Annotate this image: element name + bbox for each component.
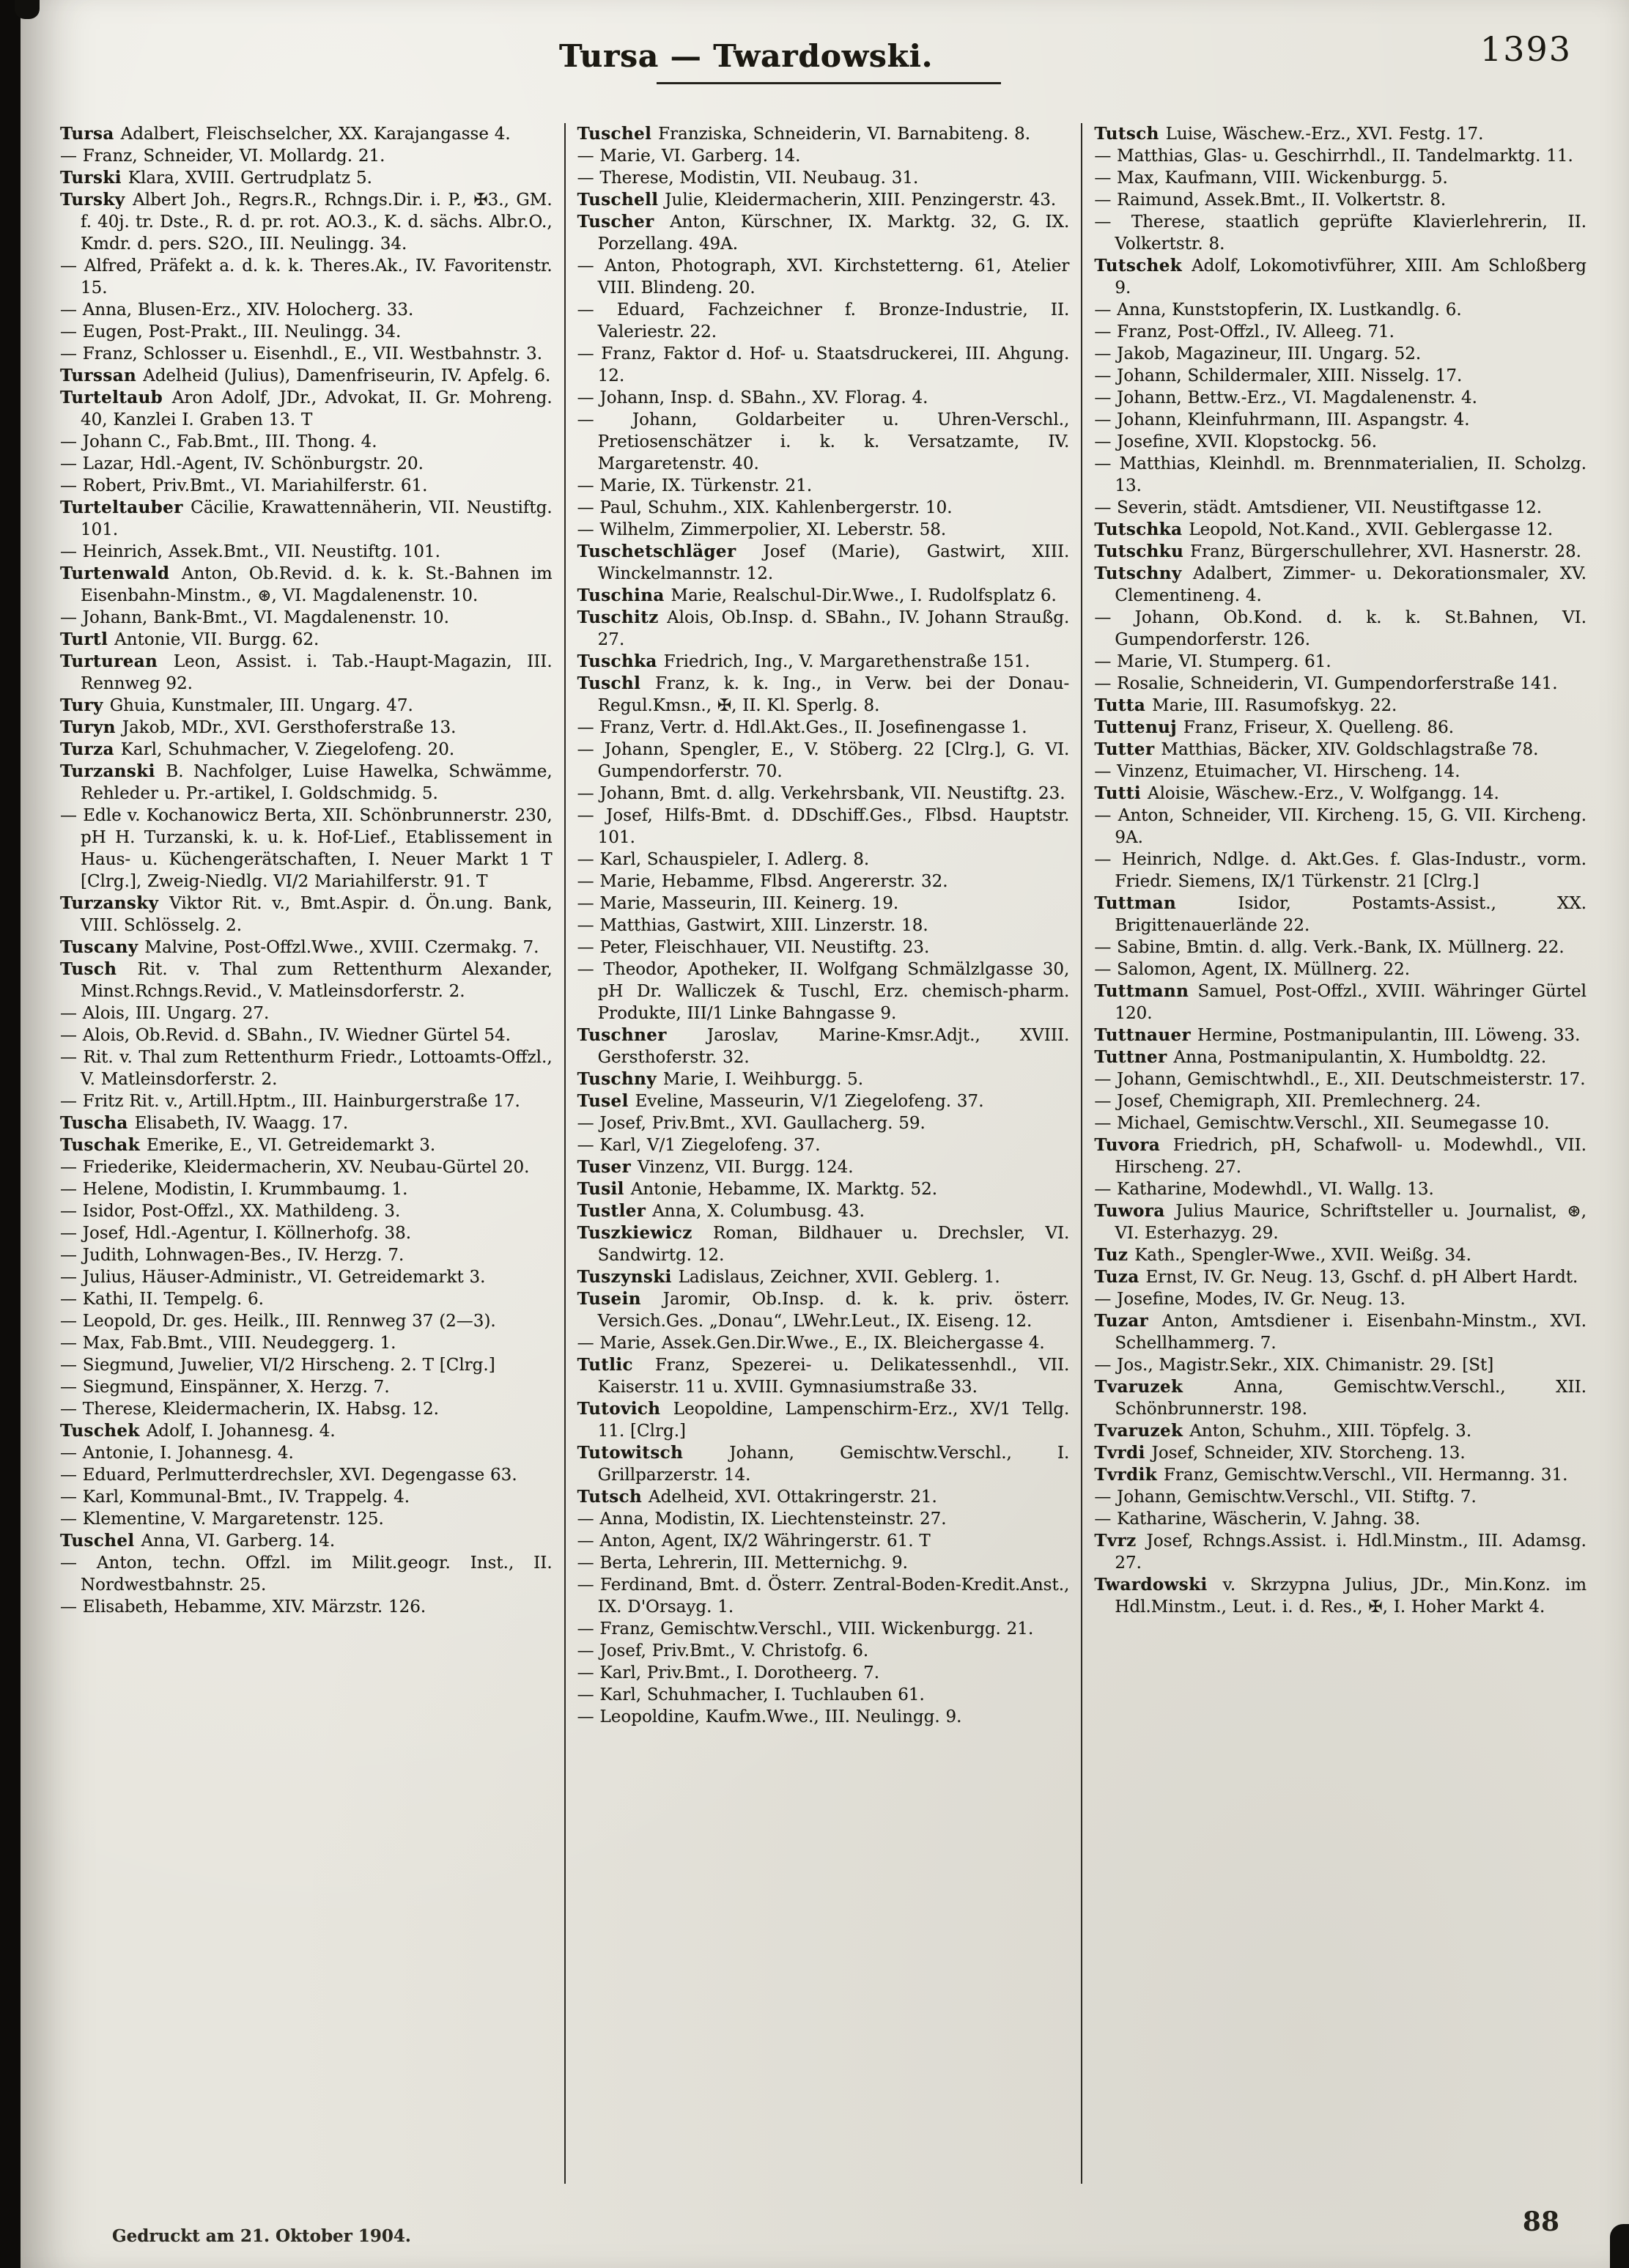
directory-page — [21, 0, 1629, 2268]
directory-entry: — Alfred, Präfekt a. d. k. k. Theres.Ak., IV. Favoritenstr. 15. — [60, 256, 553, 298]
entry-surname: Twardowski — [1094, 1575, 1223, 1595]
directory-entry: Tuschitz Alois, Ob.Insp. d. SBahn., IV. Johann Straußg. 27. — [577, 607, 1070, 649]
entry-surname: Tuz — [1094, 1245, 1135, 1265]
directory-entry: — Heinrich, Assek.Bmt., VII. Neustiftg. 101. — [60, 542, 440, 561]
directory-entry: — Johann, Gemischtwhdl., E., XII. Deutschmeisterstr. 17. — [1094, 1070, 1586, 1089]
directory-columns — [48, 123, 1598, 2184]
entry-surname: Tutschku — [1094, 542, 1191, 561]
directory-entry: — Lazar, Hdl.-Agent, IV. Schönburgstr. 20. — [60, 454, 424, 473]
entry-surname: Turzansky — [60, 893, 170, 913]
entry-surname: Tuschina — [577, 586, 671, 605]
entry-surname: Tutti — [1094, 783, 1148, 803]
directory-entry: — Franz, Faktor d. Hof- u. Staatsdruckerei, III. Ahgung. 12. — [577, 344, 1070, 385]
directory-entry: Tuttmann Samuel, Post-Offzl., XVIII. Währinger Gürtel 120. — [1094, 981, 1587, 1023]
directory-entry: Tuschina Marie, Realschul-Dir.Wwe., I. Rudolfsplatz 6. — [577, 586, 1057, 605]
directory-entry: — Anna, Blusen-Erz., XIV. Holocherg. 33. — [60, 300, 414, 319]
directory-entry: Tusein Jaromir, Ob.Insp. d. k. k. priv. österr. Versich.Ges. „Donau“, LWehr.Leut., IX. Eiseng. 12. — [577, 1289, 1070, 1331]
directory-entry: — Kathi, II. Tempelg. 6. — [60, 1290, 264, 1309]
directory-entry: — Josef, Hdl.-Agentur, I. Köllnerhofg. 38. — [60, 1224, 412, 1243]
title-rule — [657, 82, 1001, 84]
directory-entry: — Siegmund, Juwelier, VI/2 Hirscheng. 2. T [Clrg.] — [60, 1356, 495, 1375]
directory-entry: — Matthias, Glas- u. Geschirrhdl., II. Tandelmarktg. 11. — [1094, 147, 1573, 166]
directory-entry: Tuschner Jaroslav, Marine-Kmsr.Adjt., XVIII. Gersthoferstr. 32. — [577, 1025, 1070, 1067]
entry-surname: Tvrdi — [1094, 1443, 1152, 1463]
directory-entry: Turzansky Viktor Rit. v., Bmt.Aspir. d. Ön.ung. Bank, VIII. Schlösselg. 2. — [60, 893, 553, 935]
entry-surname: Tuwora — [1094, 1201, 1176, 1221]
entry-surname: Tutlic — [577, 1355, 655, 1375]
directory-entry: Turtenwald Anton, Ob.Revid. d. k. k. St.-Bahnen im Eisenbahn-Minstm., ⊛, VI. Magdalenenstr. 10. — [60, 564, 553, 605]
entry-surname: Tursa — [60, 124, 121, 144]
directory-entry: — Alois, Ob.Revid. d. SBahn., IV. Wiedner Gürtel 54. — [60, 1026, 511, 1045]
entry-surname: Tuvora — [1094, 1135, 1173, 1155]
directory-entry: — Therese, Kleidermacherin, IX. Habsg. 12. — [60, 1400, 439, 1419]
directory-entry: Turyn Jakob, MDr., XVI. Gersthoferstraße 13. — [60, 717, 457, 737]
directory-entry: Tuza Ernst, IV. Gr. Neug. 13, Gschf. d. pH Albert Hardt. — [1094, 1267, 1578, 1287]
directory-entry: Tuzar Anton, Amtsdiener i. Eisenbahn-Minstm., XVI. Schellhammerg. 7. — [1094, 1311, 1587, 1353]
directory-entry: — Ferdinand, Bmt. d. Österr. Zentral-Boden-Kredit.Anst., IX. D'Orsayg. 1. — [577, 1576, 1070, 1617]
entry-surname: Tuscher — [577, 212, 671, 232]
directory-entry: — Johann, Gemischtw.Verschl., VII. Stiftg. 7. — [1094, 1488, 1477, 1507]
directory-entry: Turssan Adelheid (Julius), Damenfriseurin, IV. Apfelg. 6. — [60, 366, 551, 385]
directory-column-1 — [48, 123, 564, 2184]
directory-entry: — Helene, Modistin, I. Krummbaumg. 1. — [60, 1180, 408, 1199]
directory-entry: — Johann C., Fab.Bmt., III. Thong. 4. — [60, 432, 377, 451]
directory-entry: Tvaruzek Anna, Gemischtw.Verschl., XII. Schönbrunnerstr. 198. — [1094, 1377, 1587, 1419]
directory-entry: — Max, Kaufmann, VIII. Wickenburgg. 5. — [1094, 169, 1448, 188]
directory-entry: Tvrdik Franz, Gemischtw.Verschl., VII. Hermanng. 31. — [1094, 1465, 1568, 1485]
directory-entry: — Therese, staatlich geprüfte Klavierlehrerin, II. Volkertstr. 8. — [1094, 213, 1587, 254]
entry-surname: Tuschak — [60, 1135, 147, 1155]
directory-entry: Tuscha Elisabeth, IV. Waagg. 17. — [60, 1113, 349, 1133]
entry-surname: Tuschel — [577, 124, 659, 144]
directory-entry: Tusil Antonie, Hebamme, IX. Marktg. 52. — [577, 1179, 938, 1199]
directory-entry: — Leopoldine, Kaufm.Wwe., III. Neulingg. 9. — [577, 1707, 962, 1726]
directory-entry: Tuser Vinzenz, VII. Burgg. 124. — [577, 1157, 854, 1177]
directory-entry: — Franz, Schlosser u. Eisenhdl., E., VII. Westbahnstr. 3. — [60, 344, 543, 363]
directory-entry: Tuschl Franz, k. k. Ing., in Verw. bei der Donau-Regul.Kmsn., ✠, II. Kl. Sperlg. 8. — [577, 673, 1070, 715]
directory-entry: — Marie, VI. Garberg. 14. — [577, 147, 801, 166]
directory-entry: — Josef, Hilfs-Bmt. d. DDschiff.Ges., Flbsd. Hauptstr. 101. — [577, 806, 1070, 847]
directory-entry: — Robert, Priv.Bmt., VI. Mariahilferstr. 61. — [60, 476, 428, 495]
directory-entry: — Anton, Schneider, VII. Kircheng. 15, G. VII. Kircheng. 9A. — [1094, 806, 1587, 847]
directory-entry: — Marie, Masseurin, III. Keinerg. 19. — [577, 894, 899, 913]
directory-entry: Turtl Antonie, VII. Burgg. 62. — [60, 629, 319, 649]
directory-entry: Tuschka Friedrich, Ing., V. Margarethenstraße 151. — [577, 651, 1030, 671]
directory-entry: — Klementine, V. Margaretenstr. 125. — [60, 1510, 384, 1529]
entry-surname: Turski — [60, 168, 128, 188]
directory-entry: Tutsch Luise, Wäschew.-Erz., XVI. Festg. 17. — [1094, 124, 1484, 144]
entry-surname: Tutovich — [577, 1399, 673, 1419]
directory-entry: Tutschny Adalbert, Zimmer- u. Dekorationsmaler, XV. Clementineng. 4. — [1094, 564, 1587, 605]
entry-surname: Turteltaub — [60, 388, 172, 407]
directory-entry: Tuschny Marie, I. Weihburgg. 5. — [577, 1069, 864, 1089]
entry-surname: Tusil — [577, 1179, 631, 1199]
entry-surname: Tuszkiewicz — [577, 1223, 714, 1243]
directory-entry: Tursky Albert Joh., Regrs.R., Rchngs.Dir. i. P., ✠3., GM. f. 40j. tr. Dste., R. d. pr. rot. AO.3., K. d. sächs. Albr.O., Kmdr. d. pers. S2O., III. Neulingg. 34. — [60, 190, 553, 254]
directory-column-2 — [564, 123, 1082, 2184]
directory-entry: — Josef, Priv.Bmt., V. Christofg. 6. — [577, 1641, 869, 1661]
directory-entry: — Johann, Bettw.-Erz., VI. Magdalenenstr. 4. — [1094, 388, 1477, 407]
directory-entry: Twardowski v. Skrzypna Julius, JDr., Min.Konz. im Hdl.Minstm., Leut. i. d. Res., ✠, I. Hoher Markt 4. — [1094, 1575, 1587, 1617]
directory-entry: Tutovich Leopoldine, Lampenschirm-Erz., XV/1 Tellg. 11. [Clrg.] — [577, 1399, 1070, 1441]
entry-surname: Tustler — [577, 1201, 653, 1221]
directory-entry: — Johann, Bank-Bmt., VI. Magdalenenstr. 10. — [60, 608, 449, 627]
directory-entry: Tuttnauer Hermine, Postmanipulantin, III. Löweng. 33. — [1094, 1025, 1581, 1045]
directory-entry: — Rit. v. Thal zum Rettenthurm Friedr., Lottoamts-Offzl., V. Matleinsdorferstr. 2. — [60, 1048, 553, 1089]
directory-entry: Tuschak Emerike, E., VI. Getreidemarkt 3. — [60, 1135, 436, 1155]
entry-surname: Tuttnauer — [1094, 1025, 1197, 1045]
directory-entry: — Johann, Insp. d. SBahn., XV. Florag. 4. — [577, 388, 928, 407]
entry-surname: Tvrdik — [1094, 1465, 1164, 1485]
directory-entry: — Karl, Priv.Bmt., I. Dorotheerg. 7. — [577, 1663, 880, 1682]
directory-entry: Tutowitsch Johann, Gemischtw.Verschl., I. Grillparzerstr. 14. — [577, 1443, 1070, 1485]
entry-surname: Tuttenuj — [1094, 717, 1183, 737]
directory-entry: Tustler Anna, X. Columbusg. 43. — [577, 1201, 865, 1221]
directory-entry: — Josef, Priv.Bmt., XVI. Gaullacherg. 59. — [577, 1114, 926, 1133]
entry-surname: Tuschka — [577, 651, 664, 671]
directory-entry: — Jakob, Magazineur, III. Ungarg. 52. — [1094, 344, 1422, 363]
directory-entry: — Leopold, Dr. ges. Heilk., III. Rennweg 37 (2—3). — [60, 1312, 496, 1331]
page-title: Tursa — Twardowski. — [558, 38, 934, 74]
entry-surname: Turza — [60, 739, 121, 759]
directory-entry: — Marie, Assek.Gen.Dir.Wwe., E., IX. Bleichergasse 4. — [577, 1334, 1045, 1353]
directory-entry: — Sabine, Bmtin. d. allg. Verk.-Bank, IX. Müllnerg. 22. — [1094, 938, 1565, 957]
entry-surname: Tuser — [577, 1157, 638, 1177]
directory-entry: Tuscany Malvine, Post-Offzl.Wwe., XVIII. Czermakg. 7. — [60, 937, 539, 957]
entry-surname: Tutschny — [1094, 564, 1194, 583]
entry-surname: Turturean — [60, 651, 174, 671]
directory-entry: Tuvora Friedrich, pH, Schafwoll- u. Modewhdl., VII. Hirscheng. 27. — [1094, 1135, 1586, 1177]
entry-surname: Tuschell — [577, 190, 665, 210]
entry-surname: Turyn — [60, 717, 122, 737]
directory-entry: — Heinrich, Ndlge. d. Akt.Ges. f. Glas-Industr., vorm. Friedr. Siemens, IX/1 Türkenstr. 21 [Clrg.] — [1094, 850, 1587, 891]
directory-entry: Tutti Aloisie, Wäschew.-Erz., V. Wolfgangg. 14. — [1094, 783, 1499, 803]
entry-surname: Tutsch — [577, 1487, 649, 1507]
entry-surname: Tuschl — [577, 673, 656, 693]
directory-entry: Tutschek Adolf, Lokomotivführer, XIII. Am Schloßberg 9. — [1094, 256, 1587, 298]
directory-entry: — Franz, Post-Offzl., IV. Alleeg. 71. — [1094, 322, 1395, 341]
entry-surname: Tutsch — [1094, 124, 1166, 144]
directory-entry: — Julius, Häuser-Administr., VI. Getreidemarkt 3. — [60, 1268, 486, 1287]
directory-entry: Turteltauber Cäcilie, Krawattennäherin, VII. Neustiftg. 101. — [60, 498, 553, 539]
directory-entry: — Antonie, I. Johannesg. 4. — [60, 1444, 294, 1463]
scan-blot-top-left — [15, 0, 40, 19]
directory-entry: — Karl, Schuhmacher, I. Tuchlauben 61. — [577, 1685, 925, 1704]
directory-entry: — Matthias, Gastwirt, XIII. Linzerstr. 18. — [577, 916, 928, 935]
entry-surname: Turtenwald — [60, 564, 182, 583]
directory-entry: — Vinzenz, Etuimacher, VI. Hirscheng. 14. — [1094, 762, 1460, 781]
directory-entry: — Theodor, Apotheker, II. Wolfgang Schmälzlgasse 30, pH Dr. Walliczek & Tuschl, Erz. chemisch-pharm. Produkte, III/1 Linke Bahngasse 9. — [577, 960, 1070, 1023]
directory-entry: — Salomon, Agent, IX. Müllnerg. 22. — [1094, 960, 1411, 979]
entry-surname: Tusch — [60, 959, 138, 979]
directory-entry: — Johann, Bmt. d. allg. Verkehrsbank, VII. Neustiftg. 23. — [577, 784, 1065, 803]
directory-entry: — Johann, Spengler, E., V. Stöberg. 22 [Clrg.], G. VI. Gumpendorferstr. 70. — [577, 740, 1070, 781]
directory-entry: Turzanski B. Nachfolger, Luise Hawelka, Schwämme, Rehleder u. Pr.-artikel, I. Goldschmidg. 5. — [60, 761, 553, 803]
directory-entry: — Berta, Lehrerin, III. Metternichg. 9. — [577, 1554, 908, 1573]
entry-surname: Tuzar — [1094, 1311, 1162, 1331]
directory-entry: Tvrdi Josef, Schneider, XIV. Storcheng. 13. — [1094, 1443, 1466, 1463]
directory-entry: Tursa Adalbert, Fleischselcher, XX. Karajangasse 4. — [60, 124, 511, 144]
directory-entry: — Katharine, Wäscherin, V. Jahng. 38. — [1094, 1510, 1421, 1529]
directory-entry: — Wilhelm, Zimmerpolier, XI. Leberstr. 58. — [577, 520, 947, 539]
entry-surname: Turzanski — [60, 761, 166, 781]
entry-surname: Tuttman — [1094, 893, 1238, 913]
directory-entry: Tusel Eveline, Masseurin, V/1 Ziegelofeng. 37. — [577, 1091, 984, 1111]
directory-entry: — Edle v. Kochanowicz Berta, XII. Schönbrunnerstr. 230, pH H. Turzanski, k. u. k. Hof-Lief., Etablissement in Haus- u. Küchengerätschaften, I. Neuer Markt 1 T [Clrg.], Zweig-Niedlg. VI/2 Mariahilferstr. 91. T — [60, 806, 553, 891]
entry-surname: Tuschetschläger — [577, 542, 764, 561]
directory-entry: — Severin, städt. Amtsdiener, VII. Neustiftgasse 12. — [1094, 498, 1543, 517]
scan-edge-left — [0, 0, 21, 2268]
entry-surname: Tutter — [1094, 739, 1161, 759]
directory-entry: — Alois, III. Ungarg. 27. — [60, 1004, 270, 1023]
directory-column-3 — [1081, 123, 1598, 2184]
directory-entry: — Franz, Schneider, VI. Mollardg. 21. — [60, 147, 385, 166]
directory-entry: — Franz, Vertr. d. Hdl.Akt.Ges., II. Josefinengasse 1. — [577, 718, 1027, 737]
directory-entry: — Karl, V/1 Ziegelofeng. 37. — [577, 1136, 821, 1155]
directory-entry: Turteltaub Aron Adolf, JDr., Advokat, II. Gr. Mohreng. 40, Kanzlei I. Graben 13. T — [60, 388, 553, 429]
entry-surname: Tuschny — [577, 1069, 663, 1089]
print-date-note: Gedruckt am 21. Oktober 1904. — [112, 2226, 411, 2246]
entry-surname: Turteltauber — [60, 498, 191, 517]
directory-entry: — Karl, Schauspieler, I. Adlerg. 8. — [577, 850, 870, 869]
entry-surname: Tvrz — [1094, 1531, 1147, 1551]
entry-surname: Tusein — [577, 1289, 663, 1309]
entry-surname: Tuschek — [60, 1421, 147, 1441]
directory-entry: — Peter, Fleischhauer, VII. Neustiftg. 23. — [577, 938, 930, 957]
page-number: 1393 — [1480, 29, 1572, 69]
entry-surname: Tuttner — [1094, 1047, 1174, 1067]
directory-entry: Tuttner Anna, Postmanipulantin, X. Humboldtg. 22. — [1094, 1047, 1547, 1067]
entry-surname: Turtl — [60, 629, 115, 649]
directory-entry: Turza Karl, Schuhmacher, V. Ziegelofeng. 20. — [60, 739, 455, 759]
directory-entry: Turturean Leon, Assist. i. Tab.-Haupt-Magazin, III. Rennweg 92. — [60, 651, 553, 693]
directory-entry: Tuschek Adolf, I. Johannesg. 4. — [60, 1421, 336, 1441]
directory-entry: Tuttman Isidor, Postamts-Assist., XX. Brigittenauerlände 22. — [1094, 893, 1587, 935]
directory-entry: — Eduard, Fachzeichner f. Bronze-Industrie, II. Valeriestr. 22. — [577, 300, 1070, 341]
directory-entry: Tury Ghuia, Kunstmaler, III. Ungarg. 47. — [60, 695, 413, 715]
directory-entry: Tutlic Franz, Spezerei- u. Delikatessenhdl., VII. Kaiserstr. 11 u. XVIII. Gymnasiumstraße 33. — [577, 1355, 1070, 1397]
directory-entry: — Jos., Magistr.Sekr., XIX. Chimanistr. 29. [St] — [1094, 1356, 1494, 1375]
directory-entry: — Isidor, Post-Offzl., XX. Mathildeng. 3. — [60, 1202, 401, 1221]
entry-surname: Tuszynski — [577, 1267, 679, 1287]
directory-entry: — Josef, Chemigraph, XII. Premlechnerg. 24. — [1094, 1092, 1481, 1111]
directory-entry: — Therese, Modistin, VII. Neubaug. 31. — [577, 169, 919, 188]
directory-entry: — Marie, IX. Türkenstr. 21. — [577, 476, 813, 495]
directory-entry: — Josefine, Modes, IV. Gr. Neug. 13. — [1094, 1290, 1405, 1309]
directory-entry: — Johann, Goldarbeiter u. Uhren-Verschl., Pretiosenschätzer i. k. k. Versatzamte, IV. Margaretenstr. 40. — [577, 410, 1070, 473]
directory-entry: — Anton, Agent, IX/2 Währingerstr. 61. T — [577, 1532, 931, 1551]
entry-surname: Tvaruzek — [1094, 1421, 1190, 1441]
directory-entry: — Anton, techn. Offzl. im Milit.geogr. Inst., II. Nordwestbahnstr. 25. — [60, 1554, 553, 1595]
directory-entry: — Eugen, Post-Prakt., III. Neulingg. 34. — [60, 322, 402, 341]
entry-surname: Tuscha — [60, 1113, 135, 1133]
directory-entry: — Fritz Rit. v., Artill.Hptm., III. Hainburgerstraße 17. — [60, 1092, 520, 1111]
entry-surname: Tuscany — [60, 937, 145, 957]
directory-entry: Tuwora Julius Maurice, Schriftsteller u. Journalist, ⊛, VI. Esterhazyg. 29. — [1094, 1201, 1587, 1243]
entry-surname: Tury — [60, 695, 110, 715]
directory-entry: Tutsch Adelheid, XVI. Ottakringerstr. 21. — [577, 1487, 937, 1507]
entry-surname: Tutschek — [1094, 256, 1192, 276]
directory-entry: Tuschell Julie, Kleidermacherin, XIII. Penzingerstr. 43. — [577, 190, 1057, 210]
directory-entry: Turski Klara, XVIII. Gertrudplatz 5. — [60, 168, 372, 188]
directory-entry: Tuz Kath., Spengler-Wwe., XVII. Weißg. 34. — [1094, 1245, 1471, 1265]
entry-surname: Tvaruzek — [1094, 1377, 1235, 1397]
directory-entry: — Marie, VI. Stumperg. 61. — [1094, 652, 1331, 671]
directory-entry: Tuschetschläger Josef (Marie), Gastwirt, XIII. Winckelmannstr. 12. — [577, 542, 1070, 583]
directory-entry: Tutschku Franz, Bürgerschullehrer, XVI. Hasnerstr. 28. — [1094, 542, 1581, 561]
directory-entry: — Johann, Ob.Kond. d. k. k. St.Bahnen, VI. Gumpendorferstr. 126. — [1094, 608, 1587, 649]
directory-entry: — Matthias, Kleinhdl. m. Brennmaterialien, II. Scholzg. 13. — [1094, 454, 1587, 495]
directory-entry: Tuscher Anton, Kürschner, IX. Marktg. 32, G. IX. Porzellang. 49A. — [577, 212, 1070, 254]
directory-entry: Tuschel Anna, VI. Garberg. 14. — [60, 1531, 336, 1551]
directory-entry: — Marie, Hebamme, Flbsd. Angererstr. 32. — [577, 872, 948, 891]
directory-entry: — Johann, Schildermaler, XIII. Nisselg. 17. — [1094, 366, 1463, 385]
directory-entry: — Franz, Gemischtw.Verschl., VIII. Wickenburgg. 21. — [577, 1619, 1034, 1639]
entry-surname: Turssan — [60, 366, 144, 385]
directory-entry: — Michael, Gemischtw.Verschl., XII. Seumegasse 10. — [1094, 1114, 1550, 1133]
directory-entry: Tuttenuj Franz, Friseur, X. Quelleng. 86. — [1094, 717, 1455, 737]
directory-entry: — Eduard, Perlmutterdrechsler, XVI. Degengasse 63. — [60, 1466, 517, 1485]
directory-entry: — Raimund, Assek.Bmt., II. Volkertstr. 8. — [1094, 191, 1447, 210]
directory-entry: Tuszkiewicz Roman, Bildhauer u. Drechsler, VI. Sandwirtg. 12. — [577, 1223, 1070, 1265]
entry-surname: Tursky — [60, 190, 133, 210]
directory-entry: — Anton, Photograph, XVI. Kirchstetterng. 61, Atelier VIII. Blindeng. 20. — [577, 256, 1070, 298]
entry-surname: Tutowitsch — [577, 1443, 730, 1463]
directory-entry: Tutter Matthias, Bäcker, XIV. Goldschlagstraße 78. — [1094, 739, 1539, 759]
directory-entry: — Katharine, Modewhdl., VI. Wallg. 13. — [1094, 1180, 1434, 1199]
entry-surname: Tusel — [577, 1091, 635, 1111]
scan-blot-bottom-right — [1610, 2224, 1629, 2268]
entry-surname: Tuschitz — [577, 607, 668, 627]
directory-entry: — Max, Fab.Bmt., VIII. Neudeggerg. 1. — [60, 1334, 396, 1353]
entry-surname: Tutta — [1094, 695, 1153, 715]
directory-entry: — Siegmund, Einspänner, X. Herzg. 7. — [60, 1378, 390, 1397]
directory-entry: Tutschka Leopold, Not.Kand., XVII. Geblergasse 12. — [1094, 520, 1554, 539]
entry-surname: Tutschka — [1094, 520, 1189, 539]
directory-entry: — Anna, Modistin, IX. Liechtensteinstr. 27. — [577, 1510, 947, 1529]
directory-entry: Tutta Marie, III. Rasumofskyg. 22. — [1094, 695, 1397, 715]
entry-surname: Tuschner — [577, 1025, 707, 1045]
directory-entry: — Anna, Kunststopferin, IX. Lustkandlg. 6. — [1094, 300, 1462, 319]
directory-entry: — Karl, Kommunal-Bmt., IV. Trappelg. 4. — [60, 1488, 410, 1507]
entry-surname: Tuschel — [60, 1531, 141, 1551]
directory-entry: Tvrz Josef, Rchngs.Assist. i. Hdl.Minstm., III. Adamsg. 27. — [1094, 1531, 1586, 1573]
directory-entry: — Elisabeth, Hebamme, XIV. Märzstr. 126. — [60, 1597, 426, 1617]
directory-entry: — Josefine, XVII. Klopstockg. 56. — [1094, 432, 1378, 451]
entry-surname: Tuza — [1094, 1267, 1146, 1287]
directory-entry: — Rosalie, Schneiderin, VI. Gumpendorferstraße 141. — [1094, 674, 1558, 693]
directory-entry: Tuszynski Ladislaus, Zeichner, XVII. Geblerg. 1. — [577, 1267, 1000, 1287]
directory-entry: — Friederike, Kleidermacherin, XV. Neubau-Gürtel 20. — [60, 1158, 530, 1177]
sheet-number: 88 — [1522, 2206, 1559, 2237]
directory-entry: Tuschel Franziska, Schneiderin, VI. Barnabiteng. 8. — [577, 124, 1031, 144]
directory-entry: — Johann, Kleinfuhrmann, III. Aspangstr. 4. — [1094, 410, 1470, 429]
directory-entry: — Paul, Schuhm., XIX. Kahlenbergerstr. 10. — [577, 498, 953, 517]
directory-entry: Tvaruzek Anton, Schuhm., XIII. Töpfelg. 3. — [1094, 1421, 1472, 1441]
directory-entry: Tusch Rit. v. Thal zum Rettenthurm Alexander, Minst.Rchngs.Revid., V. Matleinsdorferstr. 2. — [60, 959, 553, 1001]
entry-surname: Tuttmann — [1094, 981, 1198, 1001]
directory-entry: — Judith, Lohnwagen-Bes., IV. Herzg. 7. — [60, 1246, 405, 1265]
